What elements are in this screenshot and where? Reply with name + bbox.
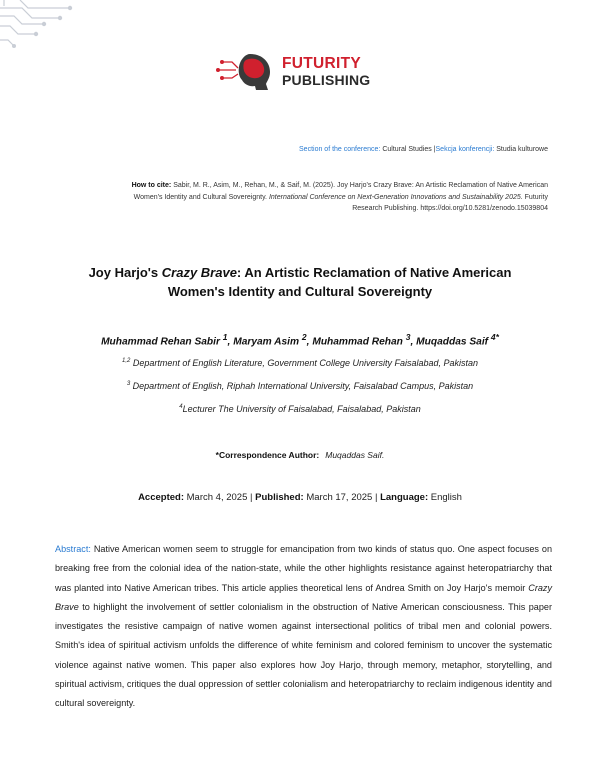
- publisher-name-line2: PUBLISHING: [282, 72, 371, 88]
- cite-line2-post: Futurity: [524, 193, 548, 201]
- affiliation-text: Department of English, Riphah International University, Faisalabad Campus, Pakistan: [132, 381, 474, 391]
- cite-label: How to cite:: [131, 182, 172, 189]
- cite-line1: Sabir, M. R., Asim, M., Rehan, M., & Saif, M. (2025). Joy Harjo's Crazy Brave: An Artistic Reclamation of Native American: [173, 182, 548, 189]
- author-sup: 3: [405, 332, 411, 342]
- language-label: Language:: [380, 492, 429, 503]
- publisher-logo: [216, 50, 370, 94]
- title-post: : An Artistic Reclamation of Native American: [236, 265, 512, 280]
- conference-section: [299, 146, 548, 153]
- published-date: March 17, 2025: [306, 492, 373, 503]
- title-pre: Joy Harjo's: [88, 265, 159, 280]
- accepted-date: March 4, 2025: [186, 492, 248, 503]
- publication-dates: [40, 492, 560, 503]
- affiliation-sup: 3: [126, 381, 131, 387]
- language-value: English: [430, 492, 462, 503]
- title-italic: Crazy Brave: [161, 265, 237, 280]
- published-label: Published:: [255, 492, 304, 503]
- correspondence-author: [40, 450, 560, 460]
- correspondence-name: Muqaddas Saif.: [325, 450, 385, 460]
- section-separator: |: [433, 146, 436, 153]
- title-line2: Women's Identity and Cultural Sovereignty: [167, 284, 433, 299]
- abstract-text-part2: to highlight the involvement of settler colonialism in the obstruction of Native American consciousness. This paper investigates the resistive campaign of native women against intersectional politics of tribal men and colonial powers. Smith's idea of spiritual activism unfolds the difference of white feminism and colored feminism to uncover the systematic violence against native women. This paper also explores how Joy Harjo, through memory, metaphor, storytelling, and spiritual activism, critiques the dual oppression of settler colonialism and heteropatriarchy to reclaim indigenous identity and cultural sovereignty.: [55, 601, 552, 709]
- affiliation-sup: 1,2: [121, 358, 131, 364]
- cite-line2-pre: Women's Identity and Cultural Sovereignty.: [133, 193, 268, 201]
- section-value-pl: Studia kulturowe: [496, 146, 548, 153]
- section-label-pl: Sekcja konferencji:: [435, 146, 495, 153]
- affiliation: [40, 381, 560, 391]
- affiliation-text: Department of English Literature, Government College University Faisalabad, Pakistan: [132, 358, 479, 368]
- affiliation: [40, 358, 560, 368]
- affiliation-sup: 4: [179, 404, 183, 410]
- abstract-label: Abstract:: [55, 544, 91, 554]
- author-name: Maryam Asim: [233, 336, 300, 348]
- cite-line2-italic: International Conference on Next-Generation Innovations and Sustainability 2025.: [268, 193, 523, 201]
- affiliation-text: Lecturer The University of Faisalabad, Faisalabad, Pakistan: [182, 404, 421, 414]
- accepted-label: Accepted:: [138, 492, 184, 503]
- circuit-decoration: [0, 0, 80, 60]
- author-sup: 1: [222, 332, 228, 342]
- publisher-name-line1: FUTURITY: [282, 55, 362, 72]
- abstract-italic-title: Crazy Brave: [55, 582, 552, 612]
- affiliation: [40, 404, 560, 414]
- abstract-text-part1: Native American women seem to struggle for emancipation from two kinds of status quo. One aspect focuses on breaking free from the colonial idea of the nation-state, while the other highlights resistance against heteropatriarchy that was planted into Native American tribes. This article applies theoretical lens of Andrea Smith on Joy Harjo's memoir: [55, 544, 553, 593]
- author-sup: 2: [301, 332, 307, 342]
- author-list: Muhammad Rehan Sabir $^1$, Maryam Asim $^2$, Muhammad Rehan $^3$, Muqaddas Saif $^{4*}$: [101, 332, 499, 348]
- abstract: [55, 540, 552, 714]
- date-separator: |: [374, 492, 378, 503]
- author-name: Muqaddas Saif: [416, 336, 489, 348]
- correspondence-label: *Correspondence Author:: [215, 450, 320, 460]
- date-separator: |: [250, 492, 253, 503]
- paper-title: [40, 263, 560, 301]
- author-name: Muhammad Rehan Sabir: [101, 336, 220, 348]
- brain-head-icon: [216, 50, 276, 94]
- how-to-cite: [118, 180, 548, 215]
- author-sup: 4*: [490, 332, 499, 342]
- section-value: Cultural Studies: [382, 146, 432, 153]
- section-label: Section of the conference:: [299, 146, 381, 153]
- author-name: Muhammad Rehan: [312, 336, 403, 348]
- cite-line3[interactable]: Research Publishing. https://doi.org/10.5281/zenodo.15039804: [352, 205, 548, 212]
